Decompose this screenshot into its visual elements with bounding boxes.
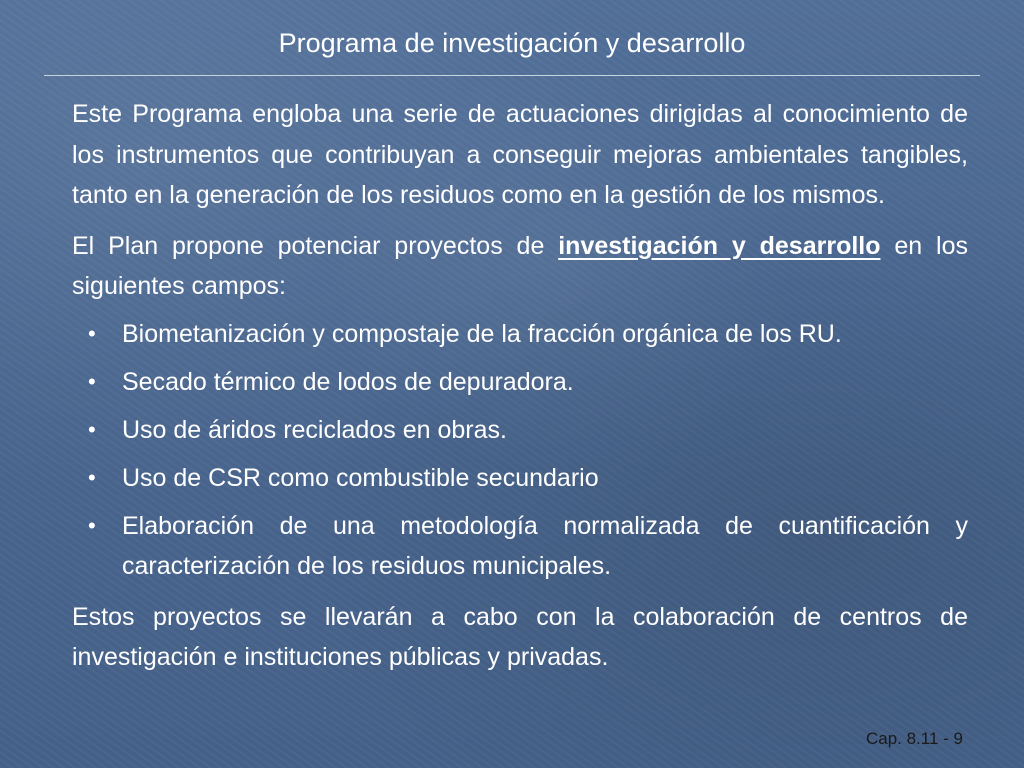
list-item-text: Elaboración de una metodología normalizada de cuantificación y caracterización de los residuos municipales.: [122, 511, 968, 580]
plan-paragraph-lead: El Plan propone potenciar proyectos de: [72, 231, 559, 260]
list-item-text: Biometanización y compostaje de la fracción orgánica de los RU.: [122, 319, 842, 348]
list-item: [72, 410, 968, 451]
intro-paragraph: Este Programa engloba una serie de actuaciones dirigidas al conocimiento de los instrumentos que contribuyan a conseguir mejoras ambientales tangibles, tanto en la generación de los residuos como en la gestión de los mismos.: [72, 100, 968, 209]
slide-title: Programa de investigación y desarrollo: [278, 28, 746, 58]
list-item-text: Uso de áridos reciclados en obras.: [122, 415, 507, 444]
bullet-icon: •: [88, 464, 96, 490]
plan-paragraph: [72, 226, 968, 307]
list-item: [72, 314, 968, 355]
list-item: [72, 506, 968, 587]
slide-body: [72, 94, 968, 678]
slide-number: Cap. 8.11 - 9: [865, 729, 963, 748]
closing-paragraph: Estos proyectos se llevarán a cabo con la colaboración de centros de investigación e instituciones públicas y privadas.: [72, 602, 968, 671]
fields-list: [72, 314, 968, 587]
rd-highlight: investigación y desarrollo: [558, 231, 881, 260]
title-divider: [44, 75, 980, 76]
list-item-text: Uso de CSR como combustible secundario: [122, 463, 599, 492]
bullet-icon: •: [88, 320, 96, 346]
bullet-icon: •: [88, 368, 96, 394]
list-item: [72, 362, 968, 403]
list-item: [72, 458, 968, 499]
bullet-icon: •: [88, 416, 96, 442]
plan-paragraph-tail: en los siguientes campos:: [72, 231, 969, 300]
list-item-text: Secado térmico de lodos de depuradora.: [122, 367, 574, 396]
bullet-icon: •: [88, 512, 96, 538]
